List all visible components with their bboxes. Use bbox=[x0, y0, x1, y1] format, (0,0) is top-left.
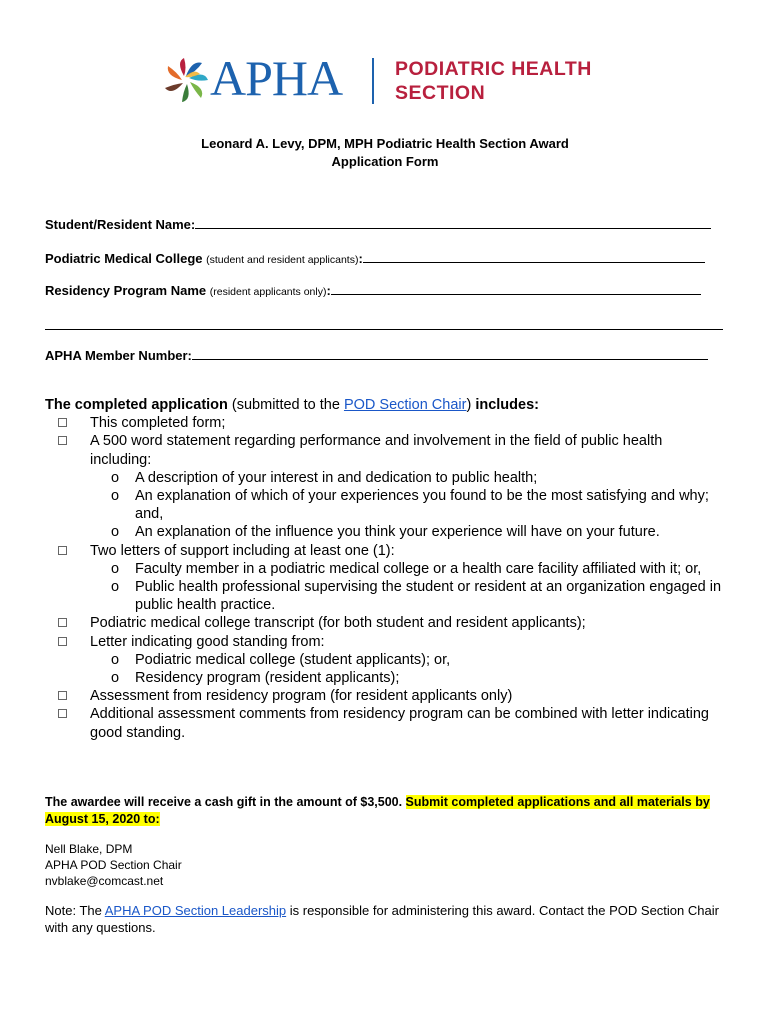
list-item-text: Podiatric medical college transcript (for both student and resident applicants); bbox=[90, 615, 586, 632]
sub-list-item bbox=[90, 560, 725, 578]
list-item bbox=[45, 432, 725, 541]
member-number-input-line[interactable] bbox=[192, 348, 708, 360]
college-label: Podiatric Medical College bbox=[45, 251, 203, 266]
note-post: is responsible for administering this award. Contact the POD Section Chair with any questions. bbox=[45, 903, 719, 935]
apha-pinwheel-icon bbox=[163, 55, 209, 105]
residency-continuation-line[interactable] bbox=[45, 329, 723, 330]
title-line1: Leonard A. Levy, DPM, MPH Podiatric Health Section Award bbox=[201, 136, 569, 151]
residency-input-line[interactable] bbox=[331, 283, 701, 295]
residency-note: (resident applicants only) bbox=[209, 286, 327, 298]
residency-field bbox=[45, 283, 701, 298]
list-item-text: A 500 word statement regarding performance and involvement in the field of public health including: bbox=[90, 433, 663, 468]
circle-bullet-icon: o bbox=[111, 670, 120, 687]
circle-bullet-icon: o bbox=[111, 488, 120, 505]
contact-block bbox=[45, 841, 182, 889]
requirements-heading-bold2: includes: bbox=[475, 397, 539, 413]
sub-list-item-text: Public health professional supervising the student or resident at an organization engaged in public health practice. bbox=[135, 579, 722, 614]
sub-list-item-text: An explanation of the influence you think your experience will have on your future. bbox=[135, 524, 660, 541]
college-field bbox=[45, 251, 705, 266]
deadline-highlight: Submit completed applications and all materials by August 15, 2020 to: bbox=[45, 795, 710, 826]
sub-list-item-text: Faculty member in a podiatric medical college or a health care facility affiliated with it; or, bbox=[135, 560, 702, 577]
title-line2: Application Form bbox=[331, 154, 439, 169]
award-statement bbox=[45, 794, 725, 828]
residency-label: Residency Program Name bbox=[45, 283, 207, 298]
list-item bbox=[45, 542, 725, 615]
list-item bbox=[45, 705, 725, 741]
list-item-text: Additional assessment comments from residency program can be combined with letter indicating good standing. bbox=[90, 706, 709, 741]
section-leadership-link[interactable]: APHA POD Section Leadership bbox=[104, 903, 287, 918]
circle-bullet-icon: o bbox=[111, 651, 120, 668]
checkbox-square-icon bbox=[58, 546, 67, 555]
sub-list-item bbox=[90, 651, 725, 669]
sub-list-item bbox=[90, 469, 725, 487]
list-item bbox=[45, 414, 725, 432]
checkbox-square-icon bbox=[58, 637, 67, 646]
sub-list-item-text: Residency program (resident applicants); bbox=[135, 670, 400, 687]
checkbox-square-icon bbox=[58, 436, 67, 445]
sub-list-item bbox=[90, 578, 725, 614]
requirements-heading bbox=[45, 396, 725, 414]
requirements-heading-bold: The completed application bbox=[45, 397, 228, 413]
checkbox-square-icon bbox=[58, 418, 67, 427]
circle-bullet-icon: o bbox=[111, 579, 120, 596]
sub-list-item-text: A description of your interest in and dedication to public health; bbox=[135, 469, 538, 486]
requirements-heading-pre: (submitted to the bbox=[227, 397, 344, 413]
checkbox-square-icon bbox=[58, 618, 67, 627]
requirements-section bbox=[45, 396, 725, 742]
sub-list bbox=[90, 560, 725, 615]
member-number-field bbox=[45, 348, 708, 363]
requirements-list bbox=[45, 414, 725, 742]
note-paragraph bbox=[45, 902, 725, 936]
member-number-label: APHA Member Number: bbox=[45, 348, 192, 363]
list-item bbox=[45, 614, 725, 632]
circle-bullet-icon: o bbox=[111, 469, 120, 486]
college-colon: : bbox=[358, 251, 363, 266]
contact-name: Nell Blake, DPM bbox=[45, 842, 133, 856]
student-name-label: Student/Resident Name: bbox=[45, 217, 196, 232]
contact-title: APHA POD Section Chair bbox=[45, 858, 182, 872]
pod-section-chair-link[interactable]: POD Section Chair bbox=[343, 397, 467, 413]
college-input-line[interactable] bbox=[363, 251, 705, 263]
list-item bbox=[45, 687, 725, 705]
section-name-line2: SECTION bbox=[395, 82, 486, 104]
section-name-line1: PODIATRIC HEALTH bbox=[395, 58, 592, 80]
list-item bbox=[45, 633, 725, 688]
checkbox-square-icon bbox=[58, 691, 67, 700]
list-item-text: Two letters of support including at least one (1): bbox=[90, 542, 395, 559]
document-title bbox=[0, 135, 770, 171]
logo-divider bbox=[372, 58, 374, 104]
award-text: The awardee will receive a cash gift in the amount of $3,500. bbox=[45, 795, 406, 809]
student-name-input-line[interactable] bbox=[195, 217, 711, 229]
student-name-field bbox=[45, 217, 711, 232]
circle-bullet-icon: o bbox=[111, 524, 120, 541]
sub-list-item bbox=[90, 523, 725, 541]
sub-list-item bbox=[90, 487, 725, 523]
sub-list bbox=[90, 651, 725, 687]
college-note: (student and resident applicants) bbox=[206, 254, 359, 266]
sub-list bbox=[90, 469, 725, 542]
list-item-text: Letter indicating good standing from: bbox=[90, 633, 325, 650]
section-name bbox=[395, 57, 592, 105]
list-item-text: Assessment from residency program (for resident applicants only) bbox=[90, 688, 513, 705]
sub-list-item-text: Podiatric medical college (student applicants); or, bbox=[135, 651, 451, 668]
list-item-text: This completed form; bbox=[90, 415, 226, 432]
sub-list-item bbox=[90, 669, 725, 687]
note-pre: Note: The bbox=[45, 903, 105, 918]
checkbox-square-icon bbox=[58, 709, 67, 718]
circle-bullet-icon: o bbox=[111, 560, 120, 577]
sub-list-item-text: An explanation of which of your experiences you found to be the most satisfying and why; and, bbox=[135, 488, 709, 523]
contact-email[interactable]: nvblake@comcast.net bbox=[45, 874, 164, 888]
residency-colon: : bbox=[326, 283, 331, 298]
apha-wordmark: APHA bbox=[210, 50, 343, 106]
apha-logo bbox=[163, 52, 608, 108]
requirements-heading-post: ) bbox=[466, 397, 476, 413]
